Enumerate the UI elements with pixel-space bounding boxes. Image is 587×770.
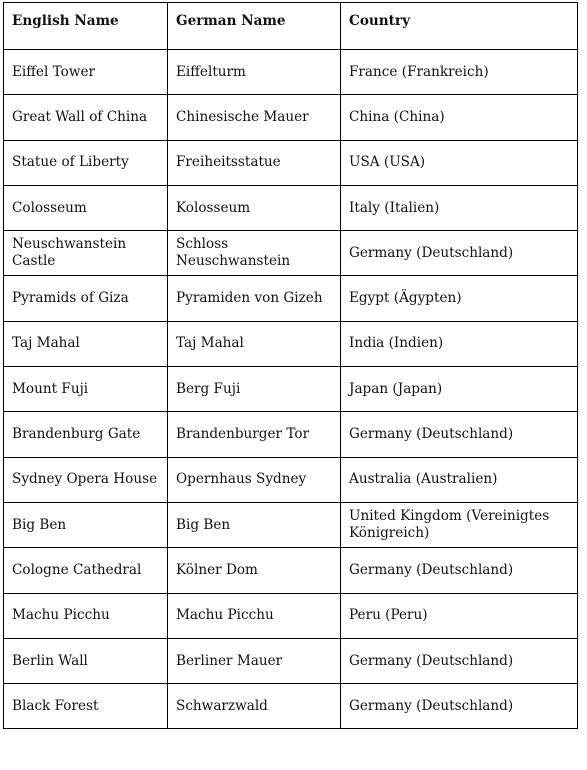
german-name-cell: Kolosseum bbox=[168, 185, 341, 230]
table-row bbox=[4, 412, 578, 457]
table-row bbox=[4, 638, 578, 683]
table-row bbox=[4, 367, 578, 412]
country-cell: India (Indien) bbox=[341, 321, 578, 366]
country-cell: Germany (Deutschland) bbox=[341, 412, 578, 457]
german-name-cell: Opernhaus Sydney bbox=[168, 457, 341, 502]
table-row bbox=[4, 95, 578, 140]
country-cell: Germany (Deutschland) bbox=[341, 638, 578, 683]
german-name-cell: Schwarzwald bbox=[168, 684, 341, 729]
german-name-cell: Berg Fuji bbox=[168, 367, 341, 412]
country-cell: Peru (Peru) bbox=[341, 593, 578, 638]
english-name-cell: Berlin Wall bbox=[4, 638, 168, 683]
english-name-cell: Cologne Cathedral bbox=[4, 548, 168, 593]
country-cell: Egypt (Ägypten) bbox=[341, 276, 578, 321]
english-name-cell: Statue of Liberty bbox=[4, 140, 168, 185]
table-row bbox=[4, 140, 578, 185]
table-row bbox=[4, 50, 578, 95]
english-name-cell: Colosseum bbox=[4, 185, 168, 230]
table-row bbox=[4, 457, 578, 502]
german-name-cell: Berliner Mauer bbox=[168, 638, 341, 683]
header-country: Country bbox=[341, 3, 578, 50]
table-row bbox=[4, 593, 578, 638]
country-cell: Japan (Japan) bbox=[341, 367, 578, 412]
english-name-cell: Black Forest bbox=[4, 684, 168, 729]
german-name-cell: Eiffelturm bbox=[168, 50, 341, 95]
table-row bbox=[4, 684, 578, 729]
german-name-cell: Big Ben bbox=[168, 502, 341, 547]
country-cell: USA (USA) bbox=[341, 140, 578, 185]
english-name-cell: Eiffel Tower bbox=[4, 50, 168, 95]
header-row bbox=[4, 3, 578, 50]
german-name-cell: Brandenburger Tor bbox=[168, 412, 341, 457]
header-german-name: German Name bbox=[168, 3, 341, 50]
german-name-cell: Freiheitsstatue bbox=[168, 140, 341, 185]
english-name-cell: Pyramids of Giza bbox=[4, 276, 168, 321]
table-row bbox=[4, 231, 578, 276]
german-name-cell: Kölner Dom bbox=[168, 548, 341, 593]
german-name-cell: Chinesische Mauer bbox=[168, 95, 341, 140]
english-name-cell: Machu Picchu bbox=[4, 593, 168, 638]
country-cell: Italy (Italien) bbox=[341, 185, 578, 230]
header-english-name: English Name bbox=[4, 3, 168, 50]
country-cell: France (Frankreich) bbox=[341, 50, 578, 95]
country-cell: United Kingdom (Vereinigtes Königreich) bbox=[341, 502, 578, 547]
german-name-cell: Machu Picchu bbox=[168, 593, 341, 638]
table-row bbox=[4, 321, 578, 366]
table-row bbox=[4, 548, 578, 593]
english-name-cell: Sydney Opera House bbox=[4, 457, 168, 502]
country-cell: Germany (Deutschland) bbox=[341, 548, 578, 593]
table-row bbox=[4, 502, 578, 547]
german-name-cell: Taj Mahal bbox=[168, 321, 341, 366]
german-name-cell: Pyramiden von Gizeh bbox=[168, 276, 341, 321]
country-cell: Germany (Deutschland) bbox=[341, 231, 578, 276]
english-name-cell: Mount Fuji bbox=[4, 367, 168, 412]
english-name-cell: Great Wall of China bbox=[4, 95, 168, 140]
country-cell: China (China) bbox=[341, 95, 578, 140]
german-name-cell: Schloss Neuschwanstein bbox=[168, 231, 341, 276]
country-cell: Australia (Australien) bbox=[341, 457, 578, 502]
english-name-cell: Brandenburg Gate bbox=[4, 412, 168, 457]
english-name-cell: Big Ben bbox=[4, 502, 168, 547]
landmarks-table bbox=[3, 2, 578, 729]
english-name-cell: Neuschwanstein Castle bbox=[4, 231, 168, 276]
table-row bbox=[4, 276, 578, 321]
country-cell: Germany (Deutschland) bbox=[341, 684, 578, 729]
table-row bbox=[4, 185, 578, 230]
table-body bbox=[4, 50, 578, 729]
english-name-cell: Taj Mahal bbox=[4, 321, 168, 366]
